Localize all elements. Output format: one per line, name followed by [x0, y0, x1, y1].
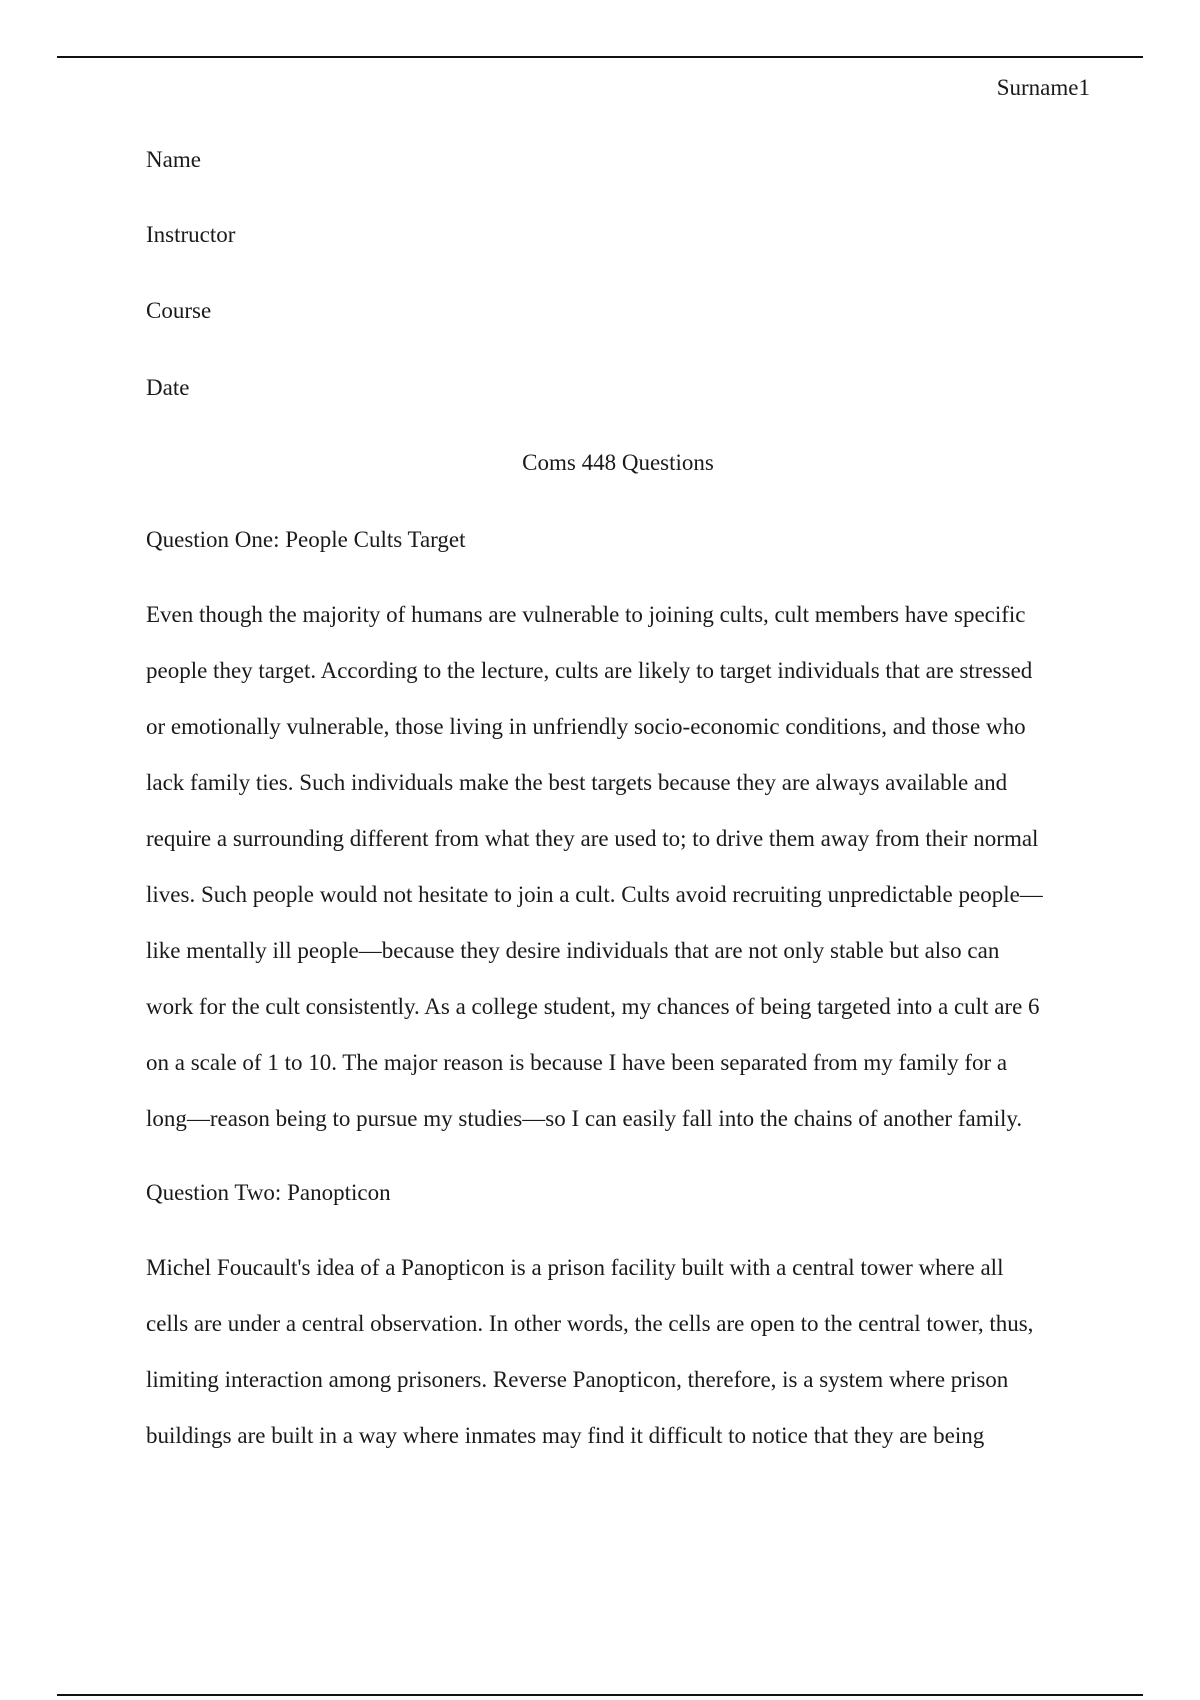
top-rule: [57, 56, 1143, 58]
paragraph-question-one: [146, 599, 1090, 1159]
document-title: Coms 448 Questions: [522, 450, 714, 475]
student-name: Name: [146, 147, 201, 172]
paragraph-line: require a surrounding different from what they are used to; to drive them away from their normal: [146, 826, 1039, 851]
paragraph-line: like mentally ill people—because they desire individuals that are not only stable but also can: [146, 938, 1000, 963]
date: Date: [146, 375, 190, 400]
paragraph-line: on a scale of 1 to 10. The major reason is because I have been separated from my family for a: [146, 1050, 1008, 1075]
course-name: Course: [146, 298, 212, 323]
paragraph-line: limiting interaction among prisoners. Reverse Panopticon, therefore, is a system where prison: [146, 1367, 1009, 1392]
paragraph-line: buildings are built in a way where inmates may find it difficult to notice that they are being: [146, 1423, 985, 1448]
paragraph-line: cells are under a central observation. In other words, the cells are open to the central tower, thus,: [146, 1311, 1034, 1336]
paragraph-line: lives. Such people would not hesitate to join a cult. Cults avoid recruiting unpredictable people—: [146, 882, 1043, 907]
paragraph-line: or emotionally vulnerable, those living in unfriendly socio-economic conditions, and those who: [146, 714, 1026, 739]
header-surname-page-number: Surname1: [996, 75, 1090, 100]
paragraph-line: Even though the majority of humans are vulnerable to joining cults, cult members have specific: [146, 602, 1026, 627]
section-heading-question-one: Question One: People Cults Target: [146, 527, 466, 552]
instructor-name: Instructor: [146, 222, 236, 247]
paragraph-line: Michel Foucault's idea of a Panopticon is a prison facility built with a central tower where all: [146, 1255, 1004, 1280]
paragraph-line: lack family ties. Such individuals make the best targets because they are always available and: [146, 770, 1008, 795]
paragraph-line: people they target. According to the lecture, cults are likely to target individuals that are stressed: [146, 658, 1033, 683]
bottom-rule: [57, 1694, 1143, 1696]
paragraph-line: work for the cult consistently. As a college student, my chances of being targeted into a cult are 6: [146, 994, 1040, 1019]
paragraph-question-two: [146, 1252, 1090, 1476]
section-heading-question-two: Question Two: Panopticon: [146, 1180, 391, 1205]
paragraph-line: long—reason being to pursue my studies—so I can easily fall into the chains of another family.: [146, 1106, 1023, 1131]
